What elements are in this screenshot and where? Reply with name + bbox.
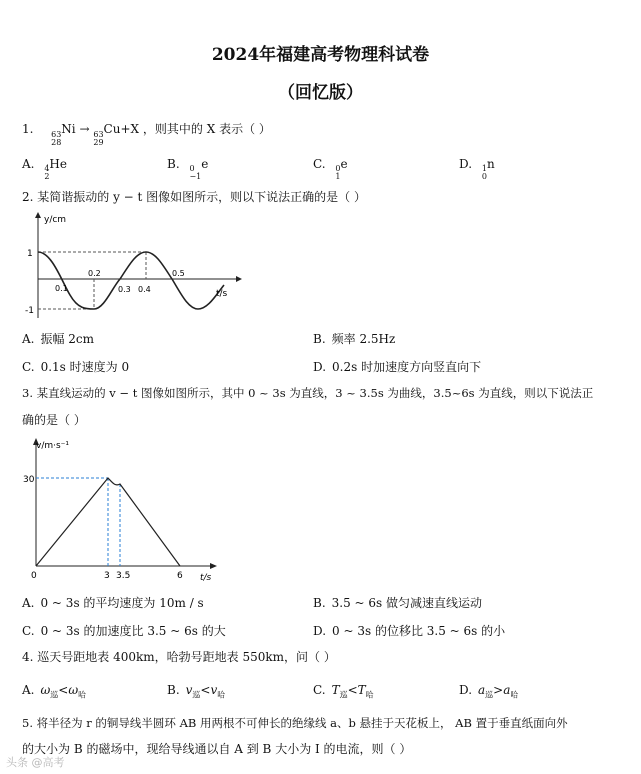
nuclide-ni: 63 28: [51, 130, 62, 147]
q1-option-c[interactable]: C. 0 1 e: [313, 157, 348, 181]
y-tick-top: 1: [27, 249, 33, 259]
y-tick-bottom: -1: [25, 306, 34, 316]
question-1-text: ，则其中的 X 表示（ ）: [142, 122, 271, 136]
q2-yt-graph: [22, 212, 242, 322]
x-tick-0-1: 0.1: [55, 284, 68, 293]
question-5-line2: 的大小为 B 的磁场中，现给导线通以自 A 到 B 大小为 I 的电流，则（ ）: [22, 742, 412, 756]
q3-option-c[interactable]: C. 0 ~ 3s 的加速度比 3.5 ~ 6s 的大: [22, 624, 226, 638]
x-tick-0-3: 0.3: [118, 285, 131, 294]
q4-option-d[interactable]: D. $a_巡>a_哈$: [459, 683, 519, 700]
velocity-curve: [36, 478, 180, 566]
watermark: 头条 @高考: [6, 756, 65, 769]
q3-option-b[interactable]: B. 3.5 ~ 6s 做匀减速直线运动: [313, 596, 483, 610]
q4-option-c[interactable]: C. $T_巡<T_哈$: [313, 683, 374, 700]
page-title: 2024年福建高考物理科试卷: [211, 45, 430, 65]
question-1: 1. 63 28 Ni → 63 29 Cu+X ，则其中的 X 表示（ ）: [22, 122, 271, 147]
x-tick-0-5: 0.5: [172, 269, 185, 278]
question-5-line1: 5. 将半径为 r 的铜导线半圆环 AB 用两根不可伸长的绝缘线 a、b 悬挂于天花板上， AB 置于垂直纸面向外: [22, 716, 568, 730]
x-tick-3-5: 3.5: [116, 571, 131, 581]
origin-label: 0: [31, 571, 37, 581]
nuclide-cu: 63 29: [93, 130, 104, 147]
x-axis-arrow-icon: [236, 276, 242, 282]
q3-vt-graph: [22, 436, 222, 584]
q2-option-d[interactable]: D. 0.2s 时加速度方向竖直向下: [313, 360, 482, 374]
x-tick-0-4: 0.4: [138, 285, 151, 294]
y-axis-label: y/cm: [44, 215, 67, 225]
q4-option-b[interactable]: B. $v_巡<v_哈$: [167, 683, 226, 700]
q1-option-a[interactable]: A. 4 2 He: [22, 157, 67, 181]
question-2-text: 2. 某简谐振动的 y − t 图像如图所示，则以下说法正确的是（ ）: [22, 190, 366, 204]
x-tick-6: 6: [177, 571, 183, 581]
q2-option-a[interactable]: A. 振幅 2cm: [22, 332, 95, 346]
displacement-curve: [38, 252, 224, 309]
question-3-line2: 确的是（ ）: [22, 413, 86, 427]
q3-option-a[interactable]: A. 0 ~ 3s 的平均速度为 10m / s: [22, 596, 204, 610]
q2-option-b[interactable]: B. 频率 2.5Hz: [313, 332, 396, 346]
x-axis-label: t/s: [216, 289, 228, 299]
question-1-number: 1.: [22, 122, 34, 136]
y-axis-arrow-icon: [35, 212, 41, 218]
y-axis-label: v/m·s⁻¹: [36, 441, 70, 451]
q1-option-d[interactable]: D. 1 0 n: [459, 157, 495, 181]
q4-option-a[interactable]: A. $\omega_巡<\omega_哈$: [22, 683, 87, 700]
question-3-line1: 3. 某直线运动的 v − t 图像如图所示，其中 0 ~ 3s 为直线，3 ~ 3.5s 为曲线，3.5~6s 为直线，则以下说法正: [22, 386, 594, 400]
x-axis-label: t/s: [200, 573, 212, 583]
y-tick-30: 30: [23, 475, 35, 485]
x-tick-0-2: 0.2: [88, 269, 101, 278]
q2-option-c[interactable]: C. 0.1s 时速度为 0: [22, 360, 130, 374]
question-4-text: 4. 巡天号距地表 400km，哈勃号距地表 550km，问（ ）: [22, 650, 336, 664]
x-tick-3: 3: [104, 571, 110, 581]
q1-option-b[interactable]: B. 0 −1 e: [167, 157, 209, 181]
x-axis-arrow-icon: [210, 563, 217, 569]
page-subtitle: （回忆版）: [278, 83, 363, 103]
q3-option-d[interactable]: D. 0 ~ 3s 的位移比 3.5 ~ 6s 的小: [313, 624, 506, 638]
